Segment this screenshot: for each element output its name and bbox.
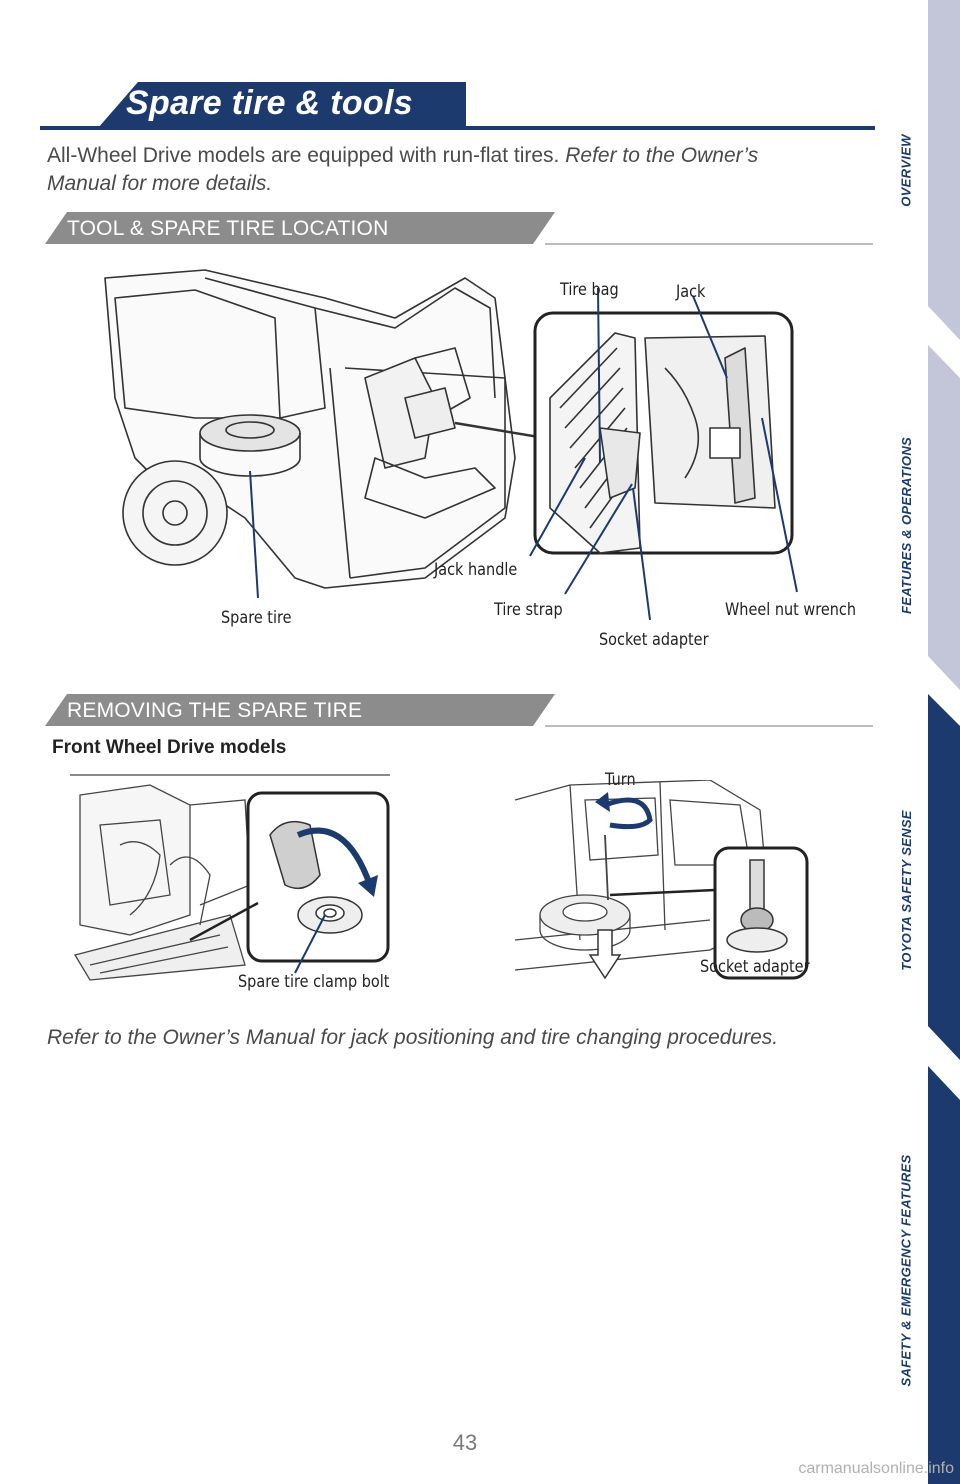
section-label: REMOVING THE SPARE TIRE <box>67 699 363 722</box>
section-label: TOOL & SPARE TIRE LOCATION <box>67 217 389 240</box>
callout-jack: Jack <box>676 282 706 302</box>
page-title: Spare tire & tools <box>126 84 413 122</box>
nav-tab-label: TOYOTA SAFETY SENSE <box>898 809 914 971</box>
callout-wheel-nut-wrench: Wheel nut wrench <box>725 600 857 620</box>
nav-tab-label: FEATURES & OPERATIONS <box>898 436 914 614</box>
cargo-area-illustration <box>95 258 835 638</box>
callout-tire-strap: Tire strap <box>494 600 563 620</box>
footer-note: Refer to the Owner’s Manual for jack positioning and tire changing procedures. <box>47 1026 779 1049</box>
intro-italic: Refer to the Owner’s Manual for more details. <box>47 144 759 195</box>
nav-tab-features-operations[interactable] <box>884 395 928 655</box>
nav-tab-label: OVERVIEW <box>898 133 914 207</box>
intro-text: All-Wheel Drive models are equipped with run-flat tires. <box>47 144 566 167</box>
title-rule <box>40 126 875 130</box>
front-wheel-drive-heading: Front Wheel Drive models <box>52 737 287 758</box>
nav-tab-toyota-safety-sense[interactable] <box>884 760 928 1020</box>
callout-socket-adapter-2: Socket adapter <box>700 957 810 977</box>
callout-clamp-bolt: Spare tire clamp bolt <box>238 972 390 992</box>
section-header-tool-location <box>45 212 873 248</box>
section-header-removing <box>45 694 873 730</box>
page-header <box>40 78 875 134</box>
callout-turn: Turn <box>605 770 636 790</box>
page-number: 43 <box>452 1430 478 1455</box>
intro-paragraph <box>47 142 827 198</box>
nav-tab-overview[interactable] <box>884 40 928 300</box>
callout-socket-adapter: Socket adapter <box>599 630 709 650</box>
clamp-bolt-illustration <box>70 765 400 990</box>
callout-jack-handle: Jack handle <box>434 560 518 580</box>
nav-tab-safety-emergency[interactable] <box>884 1130 928 1410</box>
nav-tab-label: SAFETY & EMERGENCY FEATURES <box>898 1153 914 1387</box>
side-navigation <box>884 0 960 1484</box>
watermark: carmanualsonline.info <box>798 1460 954 1477</box>
callout-spare-tire: Spare tire <box>221 608 292 628</box>
callout-tire-bag: Tire bag <box>560 280 619 300</box>
